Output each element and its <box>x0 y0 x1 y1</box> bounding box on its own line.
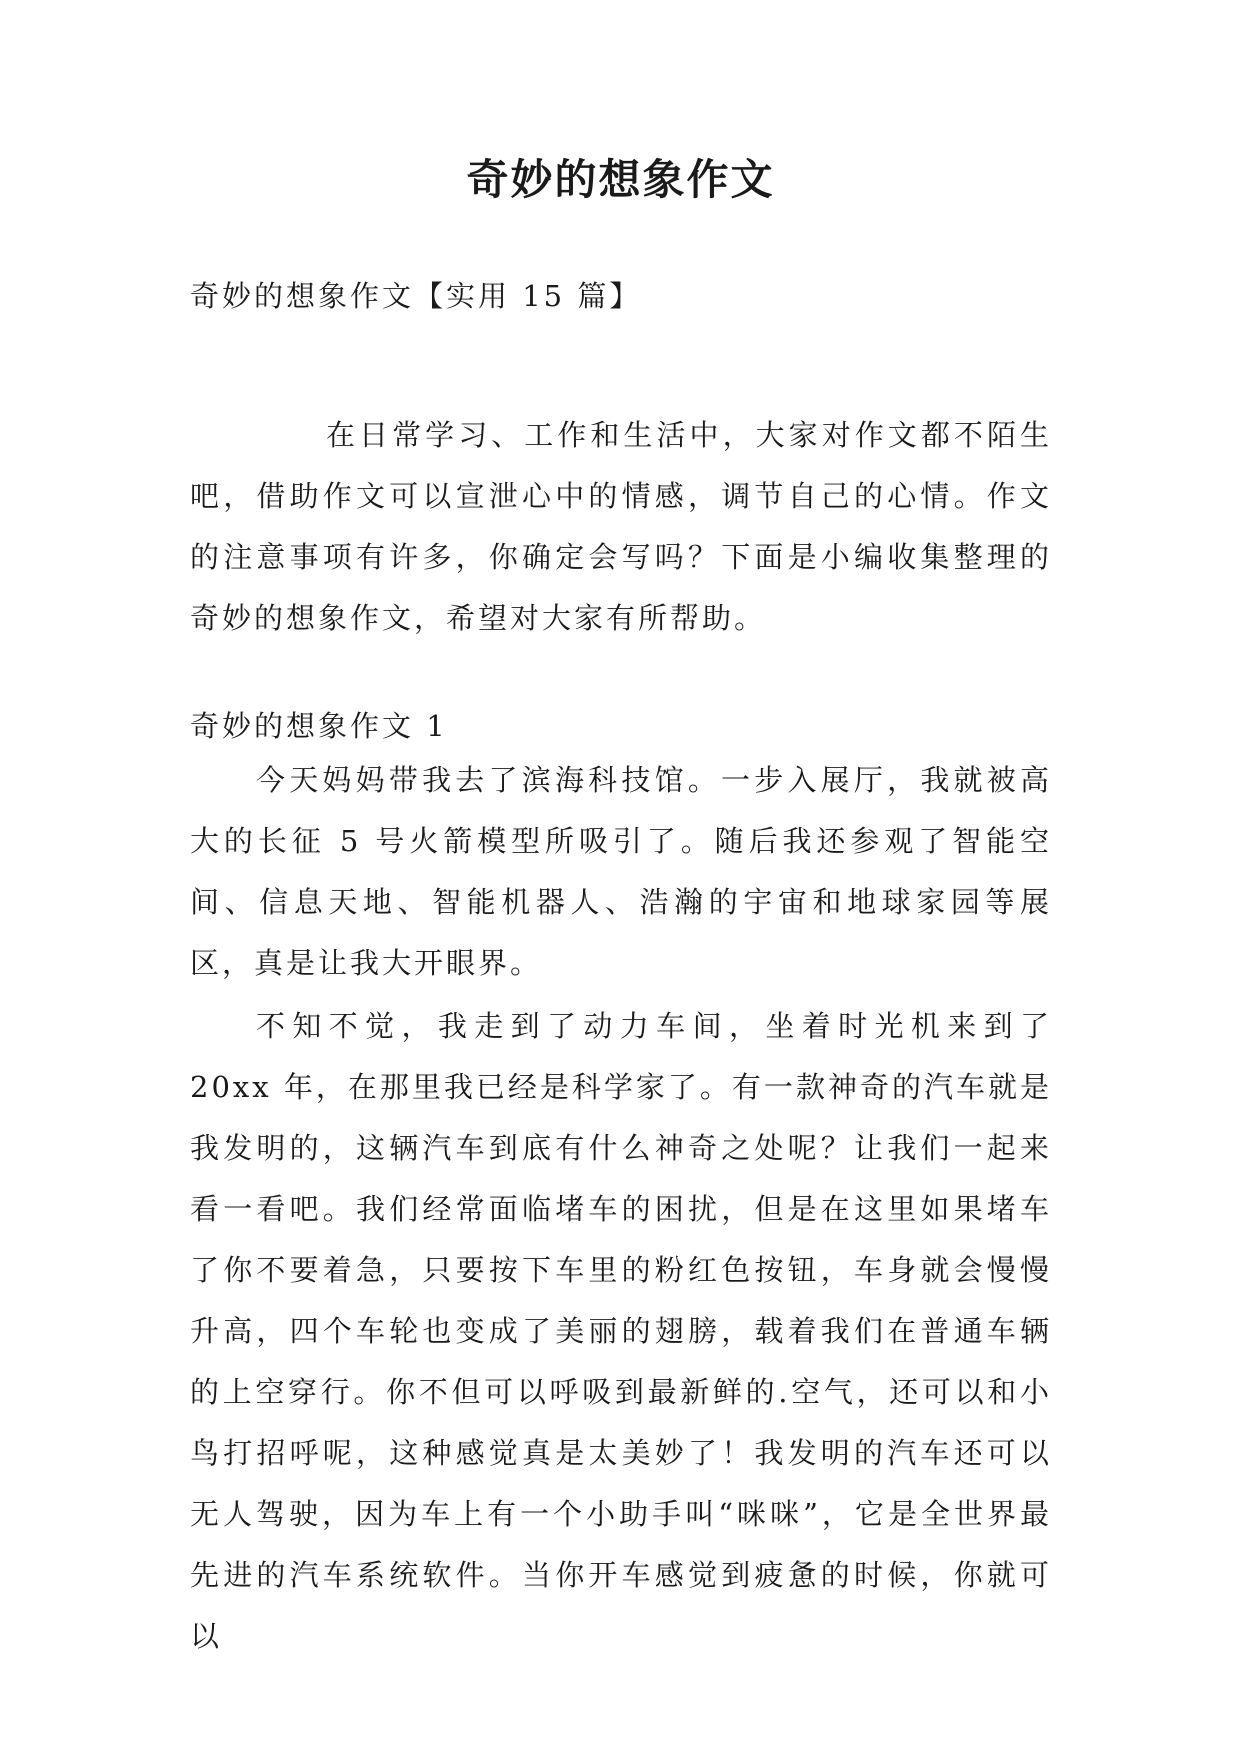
document-subtitle: 奇妙的想象作文【实用 15 篇】 <box>190 279 642 313</box>
section-heading: 奇妙的想象作文 1 <box>190 709 448 743</box>
body-paragraph-1: 今天妈妈带我去了滨海科技馆。一步入展厅，我就被高大的长征 5 号火箭模型所吸引了。随后我还参观了智能空间、信息天地、智能机器人、浩瀚的宇宙和地球家园等展区，真是让我大开眼界。 <box>190 763 1052 980</box>
intro-paragraph: 在日常学习、工作和生活中，大家对作文都不陌生吧，借助作文可以宣泄心中的情感，调节自己的心情。作文的注意事项有许多，你确定会写吗？下面是小编收集整理的奇妙的想象作文，希望对大家有所帮助。 <box>190 418 1052 635</box>
body-paragraph-2: 不知不觉，我走到了动力车间，坐着时光机来到了 20xx 年，在那里我已经是科学家了。有一款神奇的汽车就是我发明的，这辆汽车到底有什么神奇之处呢？让我们一起来看一看吧。我们经常面临堵车的困扰，但是在这里如果堵车了你不要着急，只要按下车里的粉红色按钮，车身就会慢慢升高，四个车轮也变成了美丽的翅膀，载着我们在普通车辆的上空穿行。你不但可以呼吸到最新鲜的.空气，还可以和小鸟打招呼呢，这种感觉真是太美妙了！我发明的汽车还可以无人驾驶，因为车上有一个小助手叫“咪咪”，它是全世界最先进的汽车系统软件。当你开车感觉到疲惫的时候，你就可以 <box>190 1009 1052 1653</box>
document-title: 奇妙的想象作文 <box>466 155 775 204</box>
